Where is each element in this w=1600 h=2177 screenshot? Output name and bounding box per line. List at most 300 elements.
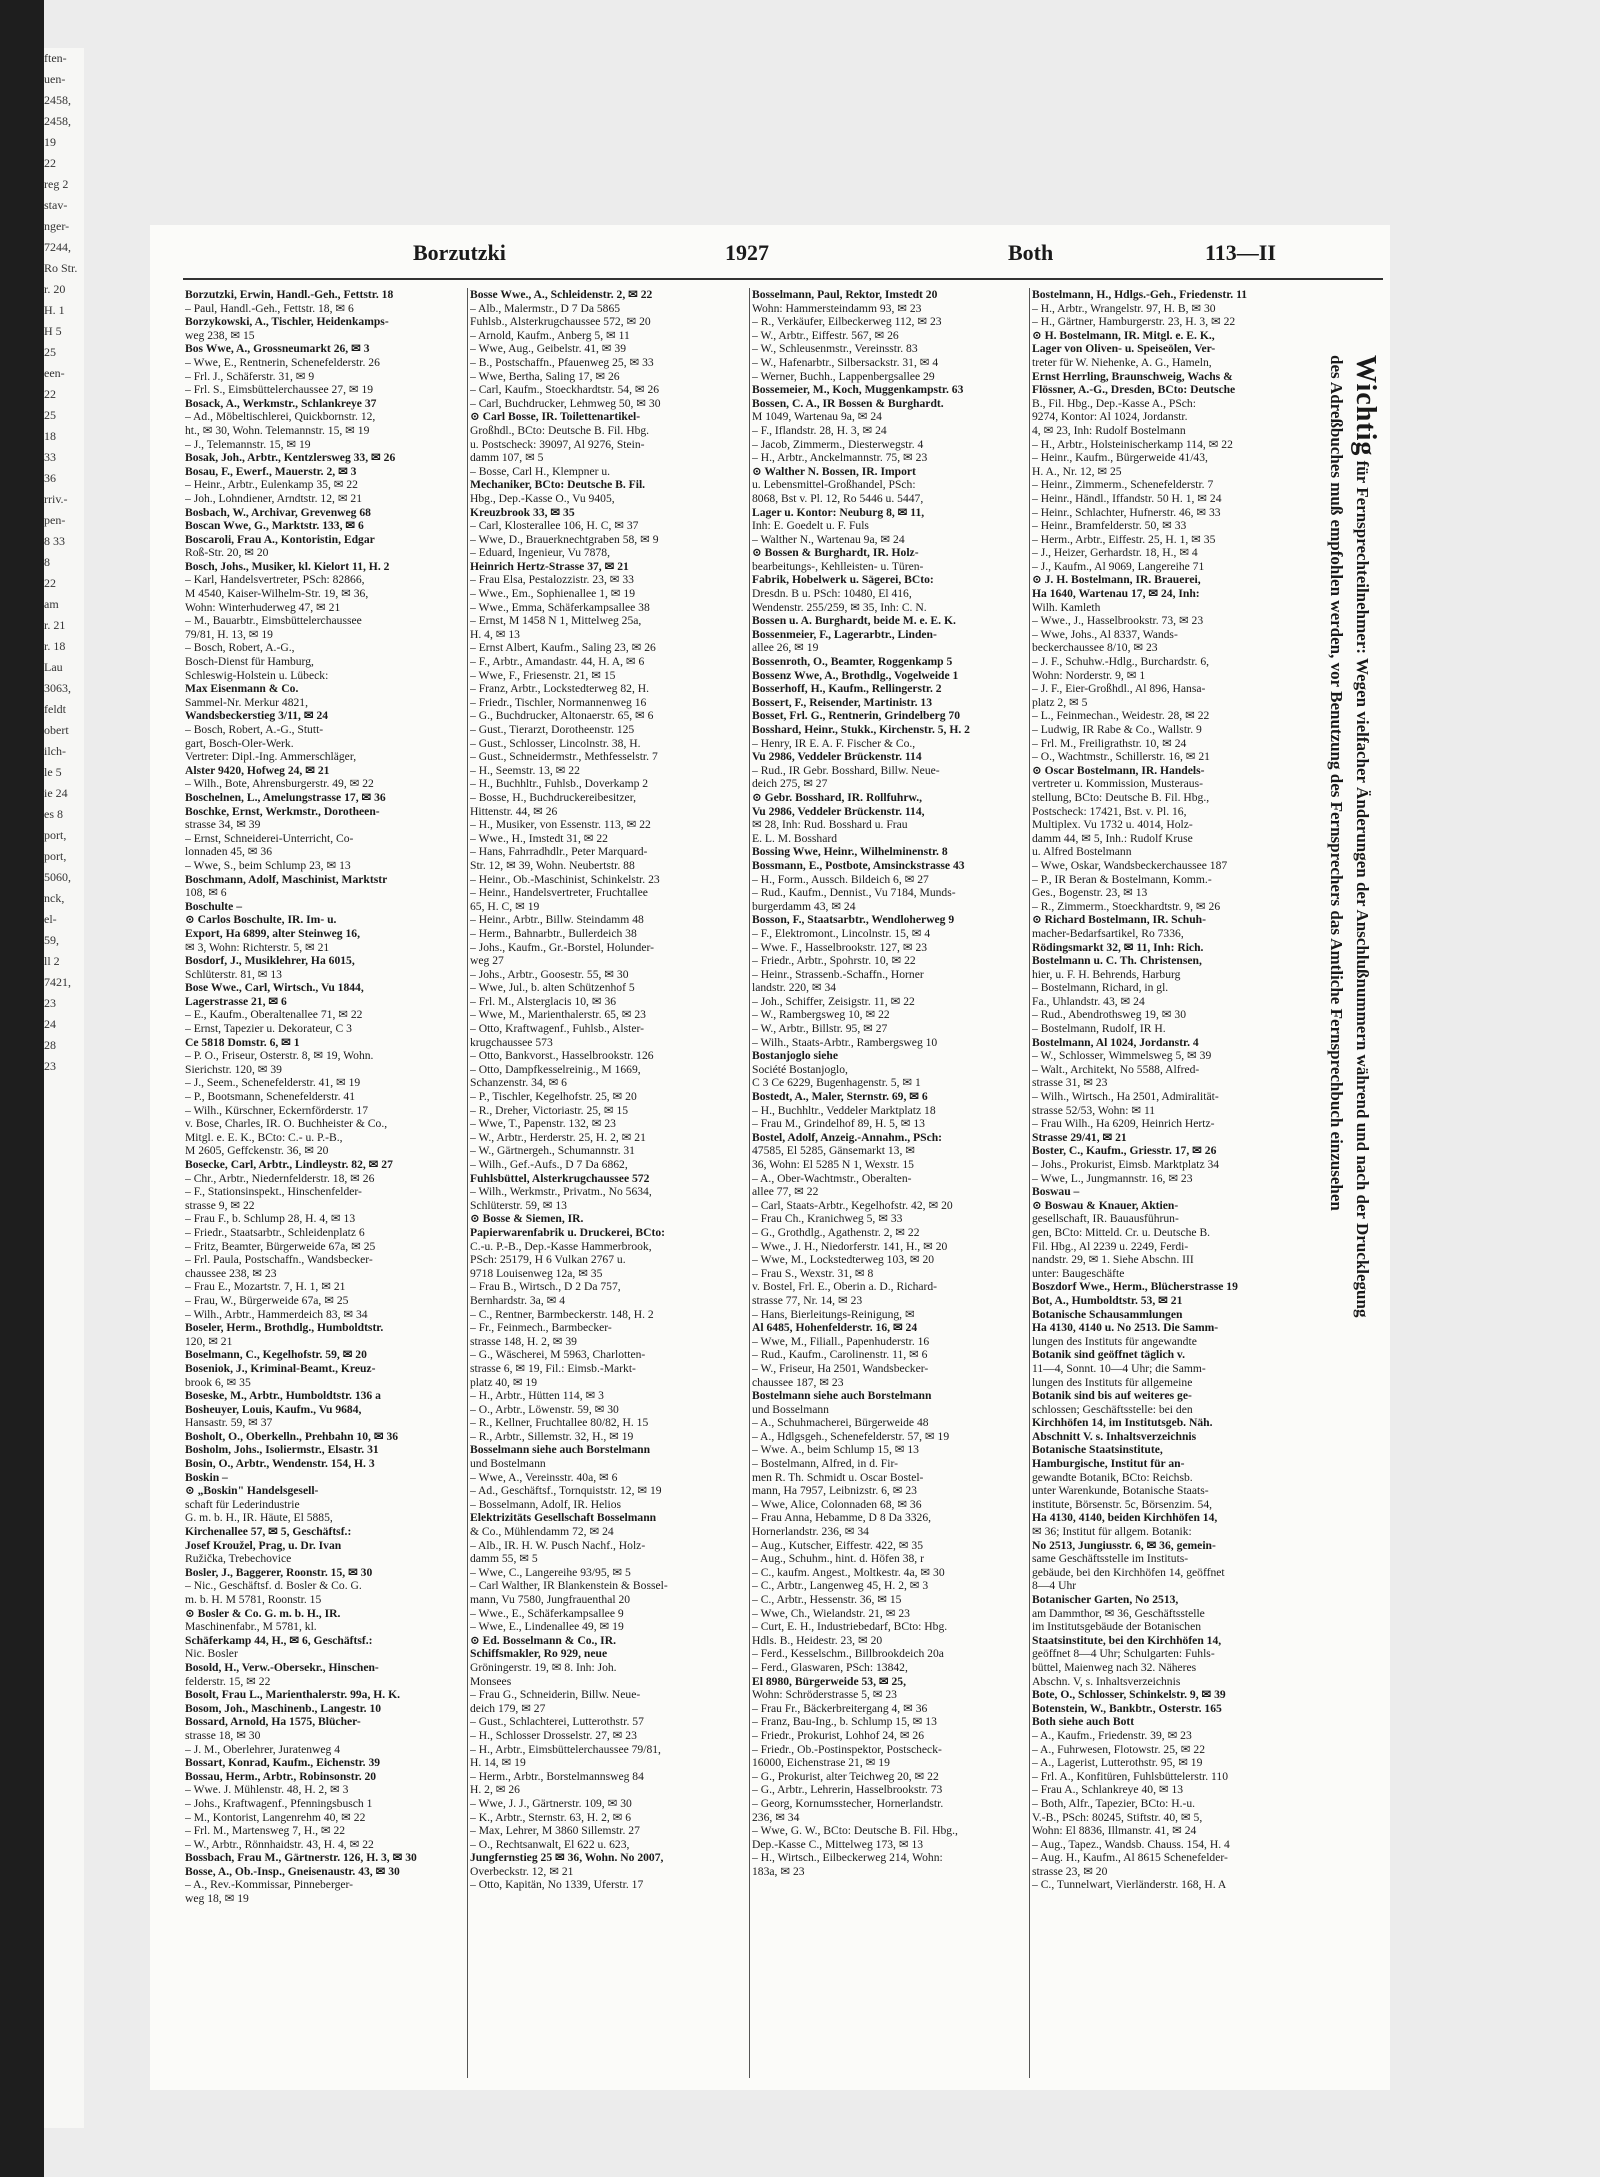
left-page-fragment: 24 — [44, 1017, 56, 1031]
directory-entry-line: – Wwe, Johs., Al 8337, Wands- — [1032, 627, 1178, 641]
directory-entry-line: Multiplex. Vu 1732 u. 4014, Holz- — [1032, 818, 1193, 832]
directory-entry-line: – Frau G., Schneiderin, Billw. Neue- — [470, 1688, 641, 1702]
header-first-entry: Borzutzki — [413, 240, 506, 265]
left-page-fragment: 22 — [44, 156, 56, 170]
directory-entry-line: – Bostelmann, Rudolf, IR H. — [1032, 1022, 1166, 1036]
directory-entry-line: – J., Heizer, Gerhardstr. 18, H., ✉ 4 — [1032, 546, 1198, 560]
directory-entry-line: Boschke, Ernst, Werkmstr., Dorotheen- — [185, 804, 380, 818]
directory-entry-line: unter: Baugeschäfte — [1032, 1266, 1125, 1280]
directory-entry-line: – H., Seemstr. 13, ✉ 22 — [470, 763, 580, 777]
left-page-fragment: 5060, — [44, 870, 71, 884]
directory-entry-line: – A., Kaufm., Friedenstr. 39, ✉ 23 — [1032, 1728, 1192, 1742]
directory-entry-line: v. Bostel, Frl. E., Oberin a. D., Richard- — [752, 1280, 938, 1294]
left-page-fragment: r. 18 — [44, 639, 66, 653]
directory-entry-line: – Wwe, S., beim Schlump 23, ✉ 13 — [185, 858, 351, 872]
directory-entry-line: lungen des Instituts für allgemeine — [1032, 1375, 1193, 1389]
directory-entry-line: lungen des Instituts für angewandte — [1032, 1334, 1197, 1348]
directory-entry-line: im Institutsgebäude der Botanischen — [1032, 1620, 1202, 1634]
directory-entry-line: Ce 5818 Domstr. 6, ✉ 1 — [185, 1035, 300, 1049]
directory-entry-line: ⊙ Carl Bosse, IR. Toilettenartikel- — [470, 410, 641, 424]
directory-entry-line: – Arnold, Kaufm., Anberg 5, ✉ 11 — [470, 328, 630, 342]
left-page-fragment: ll 2 — [44, 954, 60, 968]
directory-entry-line: burgerdamm 43, ✉ 24 — [752, 899, 856, 913]
left-page-fragment: stav- — [44, 198, 68, 212]
directory-entry-line: – Otto, Dampfkesselreinig., M 1669, — [470, 1062, 641, 1076]
directory-entry-line: Schiffsmakler, Ro 929, neue — [470, 1647, 608, 1661]
directory-entry-line: – Wwe., J., Hasselbrookstr. 73, ✉ 23 — [1032, 614, 1204, 628]
directory-entry-line: Wohn: Winterhuderweg 47, ✉ 21 — [185, 600, 341, 614]
directory-entry-line: – Friedr., Tischler, Normannenweg 16 — [470, 695, 647, 709]
directory-entry-line: Nic. Bosler — [185, 1647, 238, 1661]
directory-entry-line: Bostel, Adolf, Anzeig.-Annahm., PSch: — [752, 1130, 943, 1144]
left-page-fragment: reg 2 — [44, 177, 69, 191]
directory-entry-line: ⊙ Bosse & Siemen, IR. — [470, 1212, 584, 1226]
directory-entry-line: Flössner, A.-G., Dresden, BCto: Deutsche — [1032, 383, 1236, 397]
left-page-fragment: 2458, — [44, 93, 71, 107]
directory-entry-line: Bossing Wwe, Heinr., Wilhelminenstr. 8 — [752, 845, 948, 859]
directory-entry-line: – H., Arbtr., Wrangelstr. 97, H. B, ✉ 30 — [1032, 301, 1216, 315]
directory-entry-line: damm 107, ✉ 5 — [470, 451, 544, 465]
directory-entry-line: – Ad., Möbeltischlerei, Quickbornstr. 12, — [185, 410, 376, 424]
left-page-fragment: 23 — [44, 1059, 56, 1073]
directory-entry-line: – O., Rechtsanwalt, El 622 u. 623, — [470, 1837, 630, 1851]
directory-entry-line: Elektrizitäts Gesellschaft Bosselmann — [470, 1511, 657, 1525]
directory-entry-line: ⊙ Bossen & Burghardt, IR. Holz- — [752, 546, 919, 560]
directory-entry-line: – Frau, W., Bürgerweide 67a, ✉ 25 — [185, 1293, 349, 1307]
column-divider — [749, 288, 750, 2078]
directory-entry-line: – Rud., Kaufm., Carolinenstr. 11, ✉ 6 — [752, 1348, 928, 1362]
column-1 — [185, 288, 463, 1906]
directory-entry-line: Sierichstr. 120, ✉ 39 — [185, 1062, 282, 1076]
directory-entry-line: ✉ 36; Institut für allgem. Botanik: — [1032, 1525, 1192, 1539]
directory-entry-line: Société Bostanjoglo, — [752, 1062, 848, 1076]
directory-entry-line: Roß-Str. 20, ✉ 20 — [185, 546, 269, 560]
directory-entry-line: – H., Form., Aussch. Bildeich 6, ✉ 27 — [752, 872, 929, 886]
left-page-edge — [44, 48, 84, 2128]
directory-entry-line: – Bostelmann, Richard, in gl. — [1032, 981, 1169, 995]
left-page-fragment: am — [44, 597, 59, 611]
directory-entry-line: – Aug. H., Kaufm., Al 8615 Schenefelder- — [1032, 1851, 1228, 1865]
left-page-fragment: 25 — [44, 408, 56, 422]
directory-entry-line: – Ernst, Tapezier u. Dekorateur, C 3 — [185, 1022, 352, 1036]
directory-entry-line: Str. 12, ✉ 39, Wohn. Neubertstr. 88 — [470, 858, 635, 872]
directory-entry-line: ⊙ Carlos Boschulte, IR. Im- u. — [185, 913, 337, 927]
directory-entry-line: – R., Zimmerm., Stoeckhardtstr. 9, ✉ 26 — [1032, 899, 1221, 913]
directory-entry-line: Abschn. V, s. Inhaltsverzeichnis — [1032, 1674, 1181, 1688]
directory-entry-line: – Frau Elsa, Pestalozzistr. 23, ✉ 33 — [470, 573, 634, 587]
directory-entry-line: nandstr. 29, ✉ 1. Siehe Abschn. III — [1032, 1253, 1194, 1267]
directory-entry-line: – Bosse, H., Buchdruckereibesitzer, — [470, 790, 636, 804]
directory-entry-line: – Eduard, Ingenieur, Vu 7878, — [470, 546, 610, 560]
directory-entry-line: 11—4, Sonnt. 10—4 Uhr; die Samm- — [1032, 1361, 1206, 1375]
directory-entry-line: – Wwe, Aug., Geibelstr. 41, ✉ 39 — [470, 342, 627, 356]
directory-entry-line: Ha 4130, 4140, beiden Kirchhöfen 14, — [1032, 1511, 1218, 1525]
directory-entry-line: Boscaroli, Frau A., Kontoristin, Edgar — [185, 532, 375, 546]
directory-entry-line: büttel, Maienweg nach 32. Näheres — [1032, 1660, 1197, 1674]
directory-entry-line: deich 275, ✉ 27 — [752, 777, 828, 791]
directory-entry-line: – H., Arbtr., Hütten 114, ✉ 3 — [470, 1389, 604, 1403]
directory-entry-line: men R. Th. Schmidt u. Oscar Bostel- — [752, 1470, 924, 1484]
directory-entry-line: Hbg., Dep.-Kasse O., Vu 9405, — [470, 491, 615, 505]
directory-entry-line: Schanzenstr. 34, ✉ 6 — [470, 1076, 567, 1090]
left-page-fragment: 3063, — [44, 681, 71, 695]
left-page-fragment: 59, — [44, 933, 59, 947]
directory-entry-line: – C., Arbtr., Hessenstr. 36, ✉ 15 — [752, 1593, 902, 1606]
page-header — [255, 238, 1385, 274]
directory-entry-line: Schäferkamp 44, H., ✉ 6, Geschäftsf.: — [185, 1633, 373, 1647]
directory-entry-line: C.-u. P.-B., Dep.-Kasse Hammerbrook, — [470, 1239, 652, 1253]
directory-entry-line: – Frl. M., Martensweg 7, H., ✉ 22 — [185, 1824, 346, 1838]
directory-entry-line: – Wwe, C., Langereihe 93/95, ✉ 5 — [470, 1565, 631, 1579]
directory-entry-line: – H., Arbtr., Eimsbüttelerchaussee 79/81, — [470, 1742, 661, 1756]
left-page-fragment: 7244, — [44, 240, 71, 254]
directory-entry-line: Monsees — [470, 1674, 512, 1688]
directory-entry-line: – Chr., Arbtr., Niedernfelderstr. 18, ✉ 26 — [185, 1171, 375, 1185]
directory-entry-line: vertreter u. Kommission, Musteraus- — [1032, 777, 1203, 791]
directory-entry-line: Inh: E. Goedelt u. F. Fuls — [752, 519, 869, 533]
directory-entry-line: ⊙ Boswau & Knauer, Aktien- — [1032, 1198, 1179, 1212]
directory-entry-line: – Aug., Tapez., Wandsb. Chauss. 154, H. 4 — [1032, 1837, 1230, 1851]
directory-entry-line: Josef Kroužel, Prag, u. Dr. Ivan — [185, 1538, 342, 1552]
directory-entry-line: – Heinr., Zimmerm., Schenefelderstr. 7 — [1032, 478, 1214, 492]
left-page-fragment: 8 33 — [44, 534, 65, 548]
directory-entry-line: – J., Seem., Schenefelderstr. 41, ✉ 19 — [185, 1076, 361, 1090]
directory-entry-line: Großhdl., BCto: Deutsche B. Fil. Hbg. — [470, 423, 650, 437]
left-page-fragment: een- — [44, 366, 65, 380]
directory-entry-line: – Wwe, M., Lockstedterweg 103, ✉ 20 — [752, 1253, 935, 1267]
directory-entry-line: Botanischer Garten, No 2513, — [1032, 1593, 1179, 1606]
left-page-fragment: le 5 — [44, 765, 62, 779]
directory-entry-line: – Wwe. J. Mühlenstr. 48, H. 2, ✉ 3 — [185, 1783, 349, 1797]
directory-entry-line: – O., Wachtmstr., Schillerstr. 16, ✉ 21 — [1032, 750, 1210, 764]
directory-entry-line: Bossemeier, M., Koch, Muggenkampstr. 63 — [752, 383, 964, 397]
directory-entry-line: E. L. M. Bosshard — [752, 831, 838, 845]
directory-entry-line: – Heinr., Strassenb.-Schaffn., Horner — [752, 967, 924, 981]
left-page-fragment: 18 — [44, 429, 56, 443]
directory-entry-line: Boskin – — [185, 1470, 228, 1484]
directory-entry-line: Wilh. Kamleth — [1032, 600, 1101, 614]
directory-entry-line: Overbeckstr. 12, ✉ 21 — [470, 1864, 574, 1878]
directory-entry-line: u. Postscheck: 39097, Al 9276, Stein- — [470, 437, 645, 451]
left-page-fragment: Ro Str. — [44, 261, 78, 275]
directory-entry-line: Bosheuyer, Louis, Kaufm., Vu 9684, — [185, 1402, 362, 1416]
directory-entry-line: Boster, C., Kaufm., Griesstr. 17, ✉ 26 — [1032, 1144, 1217, 1158]
directory-entry-line: Bosholm, Johs., Isoliermstr., Elsastr. 31 — [185, 1443, 379, 1457]
directory-entry-line: Heinrich Hertz-Strasse 37, ✉ 21 — [470, 559, 629, 573]
directory-entry-line: Sammel-Nr. Merkur 4821, — [185, 695, 309, 709]
directory-entry-line: – J. F., Schuhw.-Hdlg., Burchardstr. 6, — [1032, 655, 1210, 669]
directory-entry-line: weg 238, ✉ 15 — [185, 328, 255, 342]
left-page-fragment: Lau — [44, 660, 63, 674]
directory-entry-line: – Otto, Bankvorst., Hasselbrookstr. 126 — [470, 1049, 654, 1063]
directory-entry-line: – Curt, E. H., Industriebedarf, BCto: Hbg. — [752, 1620, 948, 1634]
left-page-fragment: uen- — [44, 72, 66, 86]
directory-entry-line: – H., Buchhltr., Veddeler Marktplatz 18 — [752, 1103, 936, 1117]
directory-entry-line: gen, BCto: Mitteld. Cr. u. Deutsche B. — [1032, 1225, 1211, 1239]
header-year: 1927 — [725, 240, 769, 265]
directory-entry-line: Fil. Hbg., Al 2239 u. 2249, Ferdi- — [1032, 1239, 1189, 1253]
directory-entry-line: ✉ 28, Inh: Rud. Bosshard u. Frau — [752, 818, 908, 832]
left-page-fragment: 33 — [44, 450, 56, 464]
directory-entry-line: landstr. 220, ✉ 34 — [752, 981, 837, 995]
directory-entry-line: Bossau, Herm., Arbtr., Robinsonstr. 20 — [185, 1769, 377, 1783]
directory-entry-line: – W., Schlosser, Wimmelsweg 5, ✉ 39 — [1032, 1049, 1212, 1063]
directory-entry-line: Bosserhoff, H., Kaufm., Rellingerstr. 2 — [752, 682, 942, 696]
directory-entry-line: – Gust., Schneidermstr., Methfesselstr. 7 — [470, 750, 658, 764]
directory-entry-line: Boschulte – — [185, 899, 243, 913]
directory-entry-line: – A., Hdlgsgeh., Schenefelderstr. 57, ✉ 19 — [752, 1429, 950, 1443]
directory-entry-line: – Heinr., Arbtr., Billw. Steindamm 48 — [470, 913, 644, 927]
directory-entry-line: – Henry, IR E. A. F. Fischer & Co., — [752, 736, 916, 750]
directory-entry-line: Botenstein, W., Bankbtr., Osterstr. 165 — [1032, 1701, 1222, 1715]
left-page-fragment: rriv.- — [44, 492, 68, 506]
directory-entry-line: Mitgl. e. E. K., BCto: C.- u. P.-B., — [185, 1130, 343, 1144]
directory-entry-line: – Nic., Geschäftsf. d. Bosler & Co. G. — [185, 1579, 362, 1593]
directory-entry-line: – Herm., Arbtr., Borstelmannsweg 84 — [470, 1769, 644, 1783]
directory-entry-line: – Bosselmann, Adolf, IR. Helios — [470, 1497, 622, 1511]
directory-entry-line: – W., Arbtr., Rönnhaidstr. 43, H. 4, ✉ 22 — [185, 1837, 374, 1851]
directory-entry-line: Papierwarenfabrik u. Druckerei, BCto: — [470, 1225, 666, 1239]
directory-entry-line: G. m. b. H., IR. Häute, El 5885, — [185, 1511, 333, 1525]
directory-entry-line: Bosch-Dienst für Hamburg, — [185, 655, 314, 669]
directory-entry-line: – C., kaufm. Angest., Moltkestr. 4a, ✉ 30 — [752, 1565, 945, 1579]
directory-entry-line: allee 26, ✉ 19 — [752, 641, 819, 655]
directory-entry-line: platz 40, ✉ 19 — [470, 1375, 538, 1389]
directory-entry-line: strasse 77, Nr. 14, ✉ 23 — [752, 1293, 863, 1307]
directory-entry-line: strasse 9, ✉ 22 — [185, 1198, 255, 1212]
directory-entry-line: – P., IR Beran & Bostelmann, Komm.- — [1032, 872, 1212, 886]
directory-entry-line: Kreuzbrook 33, ✉ 35 — [470, 505, 575, 519]
directory-entry-line: Botanische Staatsinstitute, — [1032, 1443, 1163, 1457]
directory-entry-line: – Heinr., Schlachter, Hufnerstr. 46, ✉ 33 — [1032, 505, 1221, 519]
directory-entry-line: Kirchhöfen 14, im Institutsgeb. Näh. — [1032, 1416, 1213, 1430]
directory-entry-line: ⊙ Walther N. Bossen, IR. Import — [752, 464, 916, 478]
directory-entry-line: – Fr., Feinmech., Barmbecker- — [470, 1321, 612, 1335]
directory-entry-line: – Ernst Albert, Kaufm., Saling 23, ✉ 26 — [470, 641, 656, 655]
directory-entry-line: H. A., Nr. 12, ✉ 25 — [1032, 464, 1122, 478]
directory-entry-line: Bossmann, E., Postbote, Amsinckstrasse 43 — [752, 858, 965, 872]
directory-entry-line: Vu 2986, Veddeler Brückenstr. 114, — [752, 804, 925, 818]
directory-entry-line: – Heinr., Kaufm., Bürgerweide 41/43, — [1032, 451, 1208, 465]
directory-entry-line: Fabrik, Hobelwerk u. Sägerei, BCto: — [752, 573, 934, 587]
directory-entry-line: – Wwe, T., Papenstr. 132, ✉ 23 — [470, 1117, 616, 1131]
directory-entry-line: – Otto, Kapitän, No 1339, Uferstr. 17 — [470, 1878, 644, 1892]
column-divider — [1029, 288, 1030, 2078]
directory-entry-line: felderstr. 15, ✉ 22 — [185, 1674, 271, 1688]
directory-entry-line: – Frau S., Wexstr. 31, ✉ 8 — [752, 1266, 874, 1280]
directory-entry-line: Bosson, F., Staatsarbtr., Wendloherweg 9 — [752, 913, 955, 927]
directory-entry-line: – P., Bootsmann, Schenefelderstr. 41 — [185, 1090, 356, 1104]
directory-entry-line: – J. F., Eier-Großhdl., Al 896, Hansa- — [1032, 682, 1206, 696]
directory-entry-line: Bossenmeier, F., Lagerarbtr., Linden- — [752, 627, 937, 641]
left-page-fragment: 23 — [44, 996, 56, 1010]
directory-entry-line: Bosak, Joh., Arbtr., Kentzlersweg 33, ✉ 26 — [185, 451, 396, 465]
directory-entry-line: – M., Kontorist, Langenrehm 40, ✉ 22 — [185, 1810, 366, 1824]
directory-entry-line: Bernhardstr. 3a, ✉ 4 — [470, 1293, 566, 1307]
directory-entry-line: Mechaniker, BCto: Deutsche B. Fil. — [470, 478, 646, 492]
directory-entry-line: El 8980, Bürgerweide 53, ✉ 25, — [752, 1674, 906, 1688]
directory-entry-line: – Frau Anna, Hebamme, D 8 Da 3326, — [752, 1511, 932, 1525]
directory-entry-line: chaussee 187, ✉ 23 — [752, 1375, 844, 1389]
directory-entry-line: – R., Verkäufer, Eilbeckerweg 112, ✉ 23 — [752, 315, 942, 329]
directory-entry-line: – Ferd., Kesselschm., Billbrookdeich 20a — [752, 1647, 944, 1661]
directory-entry-line: – Herm., Arbtr., Eiffestr. 25, H. 1, ✉ 35 — [1032, 532, 1216, 546]
directory-entry-line: – Ernst, M 1458 N 1, Mittelweg 25a, — [470, 614, 642, 628]
directory-entry-line: – Carl, Klosterallee 106, H. C, ✉ 37 — [470, 519, 639, 533]
directory-entry-line: – Carl Walther, IR Blankenstein & Bossel- — [470, 1579, 668, 1593]
directory-entry-line: Ha 1640, Wartenau 17, ✉ 24, Inh: — [1032, 587, 1200, 601]
directory-entry-line: – Wilh., Bote, Ahrensburgerstr. 49, ✉ 22 — [185, 777, 374, 791]
notice-line-1: für Fernsprechteilnehmer: Wegen vielfacher Änderungen der Anschlußnummern während und nach der Drucklegung — [1353, 460, 1372, 1318]
notice-line-2: des Adreßbuches muß empfohlen werden, vor Benutzung des Fernsprechers das Amtliche Fernsprechbuch einzusehen — [1327, 355, 1346, 1211]
directory-entry-line: – Carl, Staats-Arbtr., Kegelhofstr. 42, ✉ 20 — [752, 1198, 953, 1212]
directory-entry-line: 9718 Louisenweg 12a, ✉ 35 — [470, 1266, 603, 1280]
directory-entry-line: 47585, El 5285, Gänsemarkt 13, ✉ — [752, 1144, 915, 1158]
directory-entry-line: Wandsbeckerstieg 3/11, ✉ 24 — [185, 709, 329, 723]
directory-entry-line: brook 6, ✉ 35 — [185, 1375, 251, 1389]
directory-entry-line: Schlüterstr. 59, ✉ 13 — [470, 1198, 567, 1212]
directory-entry-line: Bosbach, W., Archivar, Grevenweg 68 — [185, 505, 371, 519]
notice-heading: Wichtig — [1350, 355, 1381, 457]
left-page-fragment: ilch- — [44, 744, 66, 758]
directory-entry-line: – G., Buchdrucker, Altonaerstr. 65, ✉ 6 — [470, 709, 654, 723]
directory-entry-line: Rödingsmarkt 32, ✉ 11, Inh: Rich. — [1032, 940, 1204, 954]
directory-entry-line: u. Alfred Bostelmann — [1032, 845, 1132, 859]
column-3 — [752, 288, 1030, 1878]
directory-entry-line: M 4540, Kaiser-Wilhelm-Str. 19, ✉ 36, — [185, 587, 369, 601]
directory-entry-line: ✉ 3, Wohn: Richterstr. 5, ✉ 21 — [185, 940, 330, 954]
directory-entry-line: – M., Bauarbtr., Eimsbüttelerchaussee — [185, 614, 362, 628]
directory-entry-line: Ernst Herrling, Braunschweig, Wachs & — [1032, 369, 1233, 383]
directory-entry-line: – Frau Ch., Kranichweg 5, ✉ 33 — [752, 1212, 903, 1226]
directory-entry-line: – Frl. M., Alsterglacis 10, ✉ 36 — [470, 994, 617, 1008]
directory-entry-line: – W., Rambergsweg 10, ✉ 22 — [752, 1008, 890, 1022]
directory-entry-line: gewandte Botanik, BCto: Reichsb. — [1032, 1470, 1193, 1484]
directory-entry-line: – G., Wäscherei, M 5963, Charlotten- — [470, 1348, 646, 1362]
directory-entry-line: Bossert, F., Reisender, Martinistr. 13 — [752, 695, 933, 709]
directory-entry-line: – Frau Fr., Bäckerbreitergang 4, ✉ 36 — [752, 1701, 928, 1715]
directory-entry-line: – H., Gärtner, Hamburgerstr. 23, H. 3, ✉ 22 — [1032, 315, 1236, 329]
directory-entry-line: – Bosse, Carl H., Klempner u. — [470, 464, 611, 478]
directory-entry-line: – Wilh., Staats-Arbtr., Rambergsweg 10 — [752, 1035, 938, 1049]
directory-entry-line: – G., Grothdlg., Agathenstr. 2, ✉ 22 — [752, 1225, 920, 1239]
directory-entry-line: Hdls. B., Heidestr. 23, ✉ 20 — [752, 1633, 883, 1647]
column-4 — [1032, 288, 1310, 1892]
page-number: 113—II — [1205, 240, 1276, 265]
left-page-fragment: 2458, — [44, 114, 71, 128]
directory-entry-line: – Franz, Bau-Ing., b. Schlump 15, ✉ 13 — [752, 1715, 937, 1729]
directory-entry-line: Staatsinstitute, bei den Kirchhöfen 14, — [1032, 1633, 1222, 1647]
column-2 — [470, 288, 748, 1892]
directory-entry-line: 183a, ✉ 23 — [752, 1864, 805, 1878]
directory-entry-line: Hansastr. 59, ✉ 37 — [185, 1416, 273, 1430]
directory-entry-line: – Gust., Schlachterei, Lutterothstr. 57 — [470, 1715, 644, 1729]
directory-entry-line: – W., Friseur, Ha 2501, Wandsbecker- — [752, 1361, 929, 1375]
directory-entry-line: 9274, Kontor: Al 1024, Jordanstr. — [1032, 410, 1188, 424]
directory-entry-line: weg 27 — [470, 954, 504, 968]
directory-entry-line: – W., Hafenarbtr., Silbersackstr. 31, ✉ 4 — [752, 355, 939, 369]
directory-entry-line: – O., Arbtr., Löwenstr. 59, ✉ 30 — [470, 1402, 619, 1416]
directory-entry-line: – Heinr., Händl., Iffandstr. 50 H. 1, ✉ 24 — [1032, 491, 1222, 505]
directory-entry-line: – W., Gärtnergeh., Schumannstr. 31 — [470, 1144, 635, 1158]
directory-entry-line: – Frau A., Schlankreye 40, ✉ 13 — [1032, 1783, 1184, 1797]
directory-entry-line: – Wwe, F., Friesenstr. 21, ✉ 15 — [470, 668, 616, 682]
directory-entry-line: – Friedr., Ob.-Postinspektor, Postscheck- — [752, 1742, 942, 1756]
directory-entry-line: ⊙ „Boskin" Handelsgesell- — [185, 1484, 319, 1498]
left-page-fragment: r. 20 — [44, 282, 66, 296]
directory-entry-line: mann, Ha 7957, Leibnizstr. 6, ✉ 23 — [752, 1484, 917, 1498]
directory-entry-line: – R., Arbtr., Sillemstr. 32, H., ✉ 19 — [470, 1429, 634, 1443]
directory-entry-line: Schleswig-Holstein u. Lübeck: — [185, 668, 329, 682]
directory-entry-line: ⊙ H. Bostelmann, IR. Mitgl. e. E. K., — [1032, 328, 1215, 342]
directory-entry-line: – Walther N., Wartenau 9a, ✉ 24 — [752, 532, 905, 546]
directory-entry-line: – H., Schlosser Drosselstr. 27, ✉ 23 — [470, 1728, 637, 1742]
directory-entry-line: – Werner, Buchh., Lappenbergsallee 29 — [752, 369, 935, 383]
directory-entry-line: Dep.-Kasse C., Mittelweg 173, ✉ 13 — [752, 1837, 924, 1851]
directory-entry-line: M 1049, Wartenau 9a, ✉ 24 — [752, 410, 882, 424]
directory-entry-line: mann, Vu 7580, Jungfrauenthal 20 — [470, 1593, 631, 1606]
directory-entry-line: strasse 31, ✉ 23 — [1032, 1076, 1108, 1090]
directory-entry-line: Bosse, A., Ob.-Insp., Gneisenaustr. 43, ✉ 30 — [185, 1864, 400, 1878]
directory-entry-line: – F., Iflandstr. 28, H. 3, ✉ 24 — [752, 423, 887, 437]
directory-entry-line: – F., Arbtr., Amandastr. 44, H. A, ✉ 6 — [470, 655, 645, 669]
directory-entry-line: – Herm., Bahnarbtr., Bullerdeich 38 — [470, 926, 637, 940]
directory-entry-line: – Rud., Abendrothsweg 19, ✉ 30 — [1032, 1008, 1186, 1022]
directory-entry-line: Boschmann, Adolf, Maschinist, Marktstr — [185, 872, 388, 886]
directory-entry-line: Maschinenfabr., M 5781, kl. — [185, 1620, 317, 1634]
directory-entry-line: – J. M., Oberlehrer, Juratenweg 4 — [185, 1742, 341, 1756]
directory-entry-line: krugchaussee 573 — [470, 1035, 553, 1049]
directory-entry-line: – Wwe, M., Filiall., Papenhuderstr. 16 — [752, 1334, 930, 1348]
directory-entry-line: 36, Wohn: El 5285 N 1, Wexstr. 15 — [752, 1158, 914, 1171]
directory-entry-line: – Georg, Kornumsstecher, Hornerlandstr. — [752, 1796, 944, 1810]
directory-entry-line: – Johs., Arbtr., Goosestr. 55, ✉ 30 — [470, 967, 629, 981]
directory-entry-line: Bosch, Johs., Musiker, kl. Kielort 11, H. 2 — [185, 559, 390, 573]
directory-entry-line: – K., Arbtr., Sternstr. 63, H. 2, ✉ 6 — [470, 1810, 632, 1824]
directory-entry-line: Bos Wwe, A., Grossneumarkt 26, ✉ 3 — [185, 342, 370, 356]
directory-entry-line: Lagerstrasse 21, ✉ 6 — [185, 994, 287, 1008]
directory-entry-line: – Johs., Prokurist, Eimsb. Marktplatz 34 — [1032, 1158, 1220, 1171]
left-page-fragment: el- — [44, 912, 57, 926]
directory-entry-line: Wohn: Hammersteindamm 93, ✉ 23 — [752, 301, 922, 315]
directory-entry-line: Kirchenallee 57, ✉ 5, Geschäftsf.: — [185, 1525, 352, 1539]
directory-entry-line: Bostedt, A., Maler, Sternstr. 69, ✉ 6 — [752, 1090, 928, 1104]
book-gutter — [0, 0, 44, 2177]
directory-entry-line: – Gust., Schlosser, Lincolnstr. 38, H. — [470, 736, 641, 750]
left-page-fragment: feldt — [44, 702, 66, 716]
directory-entry-line: – Karl, Handelsvertreter, PSch: 82866, — [185, 573, 365, 587]
directory-entry-line: Bossenroth, O., Beamter, Roggenkamp 5 — [752, 655, 953, 669]
directory-entry-line: Bose Wwe., Carl, Wirtsch., Vu 1844, — [185, 981, 364, 995]
directory-entry-line: – Wwe, Alice, Colonnaden 68, ✉ 36 — [752, 1497, 922, 1511]
directory-entry-line: – Heinr., Handelsvertreter, Fruchtallee — [470, 886, 648, 900]
directory-entry-line: Botanik sind geöffnet täglich v. — [1032, 1348, 1185, 1362]
directory-entry-line: – Frau B., Wirtsch., D 2 Da 757, — [470, 1280, 621, 1294]
directory-entry-line: – Frau F., b. Schlump 28, H. 4, ✉ 13 — [185, 1212, 356, 1226]
directory-entry-line: Bosom, Joh., Maschinenb., Langestr. 10 — [185, 1701, 382, 1715]
directory-entry-line: – Wwe, Bertha, Saling 17, ✉ 26 — [470, 369, 620, 383]
directory-entry-line: Bot, A., Humboldtstr. 53, ✉ 21 — [1032, 1293, 1183, 1307]
left-page-fragment: 25 — [44, 345, 56, 359]
directory-entry-line: – Wwe, E., Rentnerin, Schenefelderstr. 26 — [185, 355, 380, 369]
directory-entry-line: – Wwe, G. W., BCto: Deutsche B. Fil. Hbg., — [752, 1824, 958, 1838]
directory-entry-line: 8—4 Uhr — [1032, 1579, 1077, 1593]
directory-entry-line: – Wilh., Kürschner, Eckernförderstr. 17 — [185, 1103, 369, 1117]
directory-entry-line: – Rud., IR Gebr. Bosshard, Billw. Neue- — [752, 763, 940, 777]
directory-entry-line: damm 44, ✉ 5, Inh.: Rudolf Kruse — [1032, 831, 1193, 845]
directory-entry-line: – G., Prokurist, alter Teichweg 20, ✉ 22 — [752, 1769, 939, 1783]
directory-entry-line: Bosold, H., Verw.-Obersekr., Hinschen- — [185, 1660, 379, 1674]
